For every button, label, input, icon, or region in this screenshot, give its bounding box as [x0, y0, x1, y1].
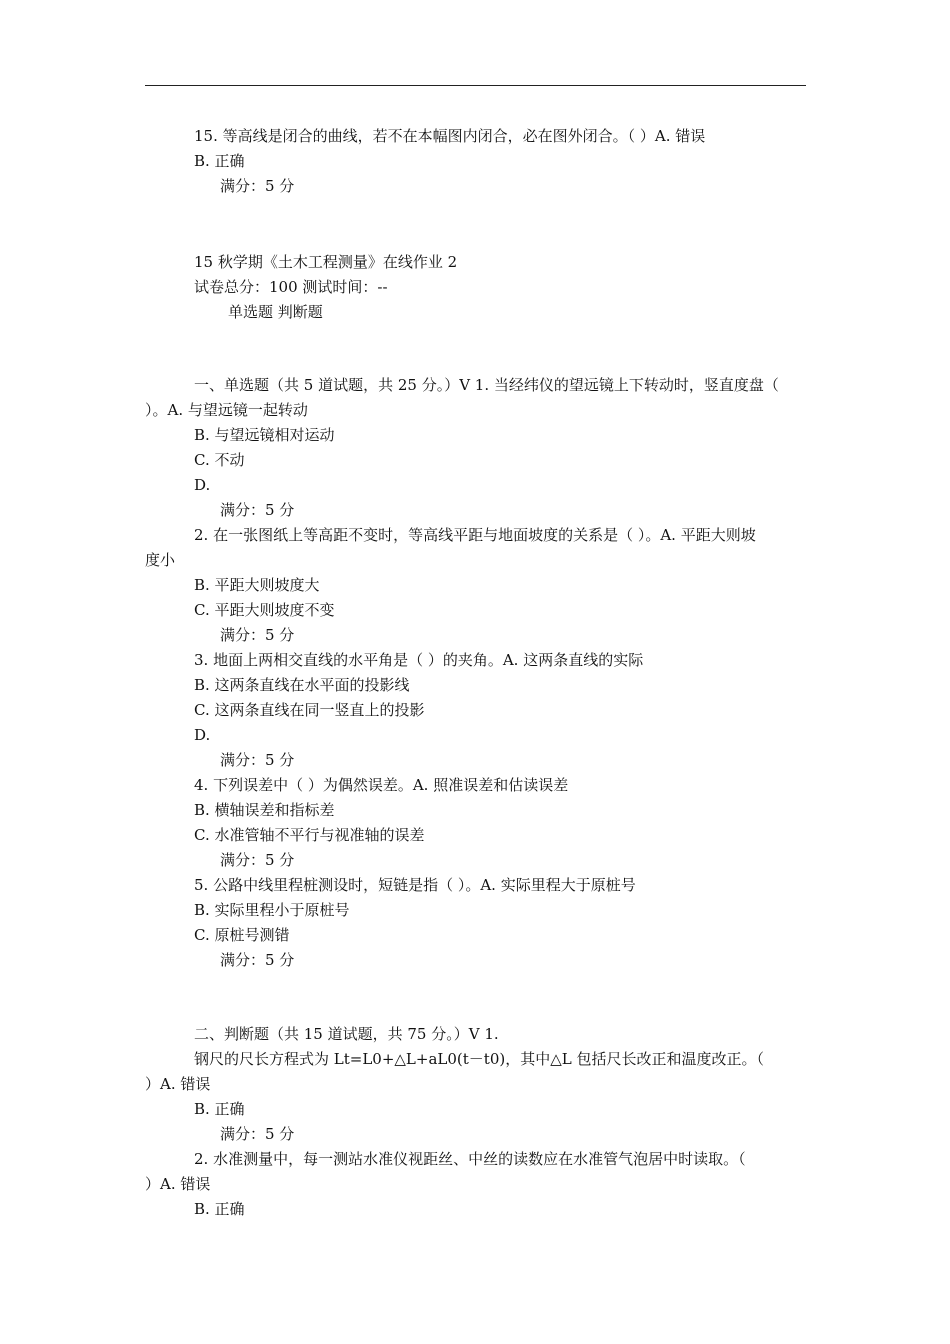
- single-q4-option-b: B. 横轴误差和指标差: [194, 801, 335, 819]
- single-q4-stem: 4. 下列误差中（ ）为偶然误差。A. 照准误差和估读误差: [194, 776, 569, 794]
- single-q2-option-b: B. 平距大则坡度大: [194, 576, 320, 594]
- single-q5-stem: 5. 公路中线里程桩测设时，短链是指（ ）。A. 实际里程大于原桩号: [194, 876, 636, 894]
- judge-q1-continuation: ）A. 错误: [145, 1075, 211, 1093]
- judge-q1-option-b: B. 正确: [194, 1100, 245, 1118]
- paper-meta: 试卷总分：100 测试时间：--: [194, 278, 388, 296]
- single-q1-option-d: D.: [194, 476, 211, 494]
- single-q2-stem: 2. 在一张图纸上等高距不变时，等高线平距与地面坡度的关系是（ ）。A. 平距大则坡: [194, 526, 756, 544]
- single-section-head: 一、单选题（共 5 道试题，共 25 分。）V 1. 当经纬仪的望远镜上下转动时，竖直度盘（: [194, 376, 779, 394]
- single-q5-score: 满分：5 分: [220, 951, 295, 969]
- single-q5-option-b: B. 实际里程小于原桩号: [194, 901, 350, 919]
- single-q3-option-c: C. 这两条直线在同一竖直上的投影: [194, 701, 425, 719]
- single-q2-option-c: C. 平距大则坡度不变: [194, 601, 335, 619]
- q15-score: 满分：5 分: [220, 177, 295, 195]
- single-q3-option-b: B. 这两条直线在水平面的投影线: [194, 676, 410, 694]
- judge-q2-option-b: B. 正确: [194, 1200, 245, 1218]
- paper-title: 15 秋学期《土木工程测量》在线作业 2: [194, 253, 458, 271]
- judge-q1-score: 满分：5 分: [220, 1125, 295, 1143]
- single-q3-score: 满分：5 分: [220, 751, 295, 769]
- judge-q2-continuation: ）A. 错误: [145, 1175, 211, 1193]
- question-types: 单选题 判断题: [228, 303, 323, 321]
- single-q4-option-c: C. 水准管轴不平行与视准轴的误差: [194, 826, 425, 844]
- single-q1-continuation: ）。A. 与望远镜一起转动: [145, 401, 308, 419]
- q15-option-b: B. 正确: [194, 152, 245, 170]
- single-q1-option-c: C. 不动: [194, 451, 245, 469]
- judge-q1-stem: 钢尺的尺长方程式为 Lt=L0+△L+aL0(t－t0)，其中△L 包括尺长改正和温度改正。（: [194, 1050, 764, 1068]
- single-q3-option-d: D.: [194, 726, 211, 744]
- q15-stem: 15. 等高线是闭合的曲线，若不在本幅图内闭合，必在图外闭合。（ ）A. 错误: [194, 127, 706, 145]
- single-q5-option-c: C. 原桩号测错: [194, 926, 290, 944]
- single-q1-option-b: B. 与望远镜相对运动: [194, 426, 335, 444]
- single-q2-score: 满分：5 分: [220, 626, 295, 644]
- judge-section-head: 二、判断题（共 15 道试题，共 75 分。）V 1.: [194, 1025, 499, 1043]
- single-q2-continuation: 度小: [145, 551, 176, 569]
- single-q3-stem: 3. 地面上两相交直线的水平角是（ ）的夹角。A. 这两条直线的实际: [194, 651, 644, 669]
- header-rule: [145, 85, 806, 86]
- single-q1-score: 满分：5 分: [220, 501, 295, 519]
- single-q4-score: 满分：5 分: [220, 851, 295, 869]
- judge-q2-stem: 2. 水准测量中，每一测站水准仪视距丝、中丝的读数应在水准管气泡居中时读取。（: [194, 1150, 746, 1168]
